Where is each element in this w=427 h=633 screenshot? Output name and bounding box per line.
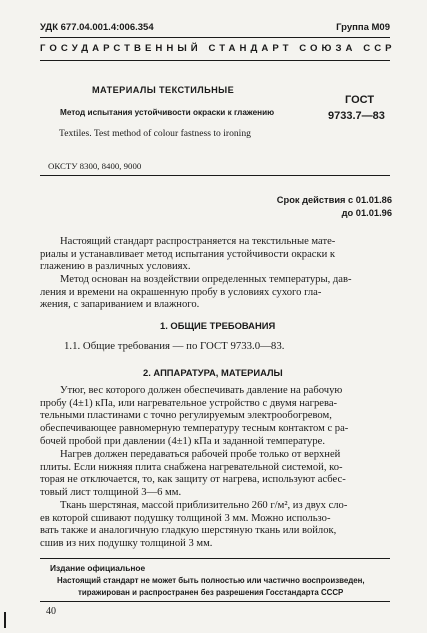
section-2-paragraph-2 [40,449,388,500]
text-line: пробу (4±1) кПа, или нагревательное устройство с двумя нагрева- [40,397,338,409]
section-2-paragraph-1 [40,385,388,449]
section-2-paragraph-3 [40,500,388,551]
text-line: плиты. Если нижняя плита снабжена нагревательной системой, ко- [40,461,343,473]
validity-to: до 01.01.96 [341,208,392,218]
section-1-text: 1.1. Общие требования — по ГОСТ 9733.0—83. [64,340,285,352]
subject-title: МАТЕРИАЛЫ ТЕКСТИЛЬНЫЕ [92,85,235,95]
text-line: риалы и устанавливает метод испытания устойчивости окраски к [40,248,336,260]
text-line: Нагрев должен передаваться рабочей пробе только от верхней [60,449,341,460]
text-line: жения, с запариванием и влажного. [40,299,200,311]
footer-rule [40,558,390,559]
okstu-rule [40,175,390,176]
binding-mark [4,612,6,628]
text-line: торая не отключается, то, как защиту от нагрева, используют асбес- [40,474,346,486]
page-number: 40 [46,606,56,617]
text-line: Утюг, вес которого должен обеспечивать давление на рабочую [60,385,343,396]
validity-from: Срок действия с 01.01.86 [276,195,392,205]
reproduction-notice-2: тиражирован и распространен без разрешения Госстандарта СССР [78,588,344,597]
text-line: Настоящий стандарт распространяется на текстильные мате- [60,236,336,247]
section-2-heading: 2. АППАРАТУРА, МАТЕРИАЛЫ [143,367,283,378]
intro-paragraph-1 [40,236,388,274]
text-line: вать также и аналогичную гладкую шерстяную ткань или войлок, [40,525,337,537]
section-1-heading: 1. ОБЩИЕ ТРЕБОВАНИЯ [160,320,276,331]
method-title-ru: Метод испытания устойчивости окраски к глажению [60,108,275,117]
udk-code: УДК 677.04.001.4:006.354 [40,22,154,33]
text-line: обеспечивающее равномерную температуру тесным контактом с ра- [40,423,349,435]
okstu-code: ОКСТУ 8300, 8400, 9000 [48,161,142,171]
text-line: товый лист толщиной 3—6 мм. [40,487,182,499]
standard-title: ГОСУДАРСТВЕННЫЙ СТАНДАРТ СОЮЗА ССР [40,43,396,54]
group-code: Группа М09 [336,22,390,33]
text-line: ев которой сшивают подушку толщиной 3 мм. Можно использо- [40,512,331,524]
text-line: Метод основан на воздействии определенных температуры, дав- [60,274,352,285]
gost-label: ГОСТ [345,94,375,106]
text-line: тельными пластинами с точно регулируемым электрообогревом, [40,410,332,422]
top-rule [40,37,390,38]
method-title-en: Textiles. Test method of colour fastness to ironing [59,128,251,139]
intro-paragraph-2 [40,274,388,312]
footer-bottom-rule [40,601,390,602]
text-line: бочей пробой при давлении (4±1) кПа и заданной температуре. [40,435,325,447]
text-line: ления и времени на окрашенную пробу в условиях сухого гла- [40,286,322,298]
header-rule [40,60,390,61]
text-line: глажению в различных условиях. [40,261,191,273]
text-line: сшив из них подушку толщиной 3 мм. [40,538,213,550]
reproduction-notice-1: Настоящий стандарт не может быть полностью или частично воспроизведен, [57,576,365,585]
text-line: Ткань шерстяная, массой приблизительно 260 г/м², из двух сло- [60,500,348,511]
gost-number: 9733.7—83 [328,110,385,122]
official-edition-label: Издание официальное [50,563,146,573]
